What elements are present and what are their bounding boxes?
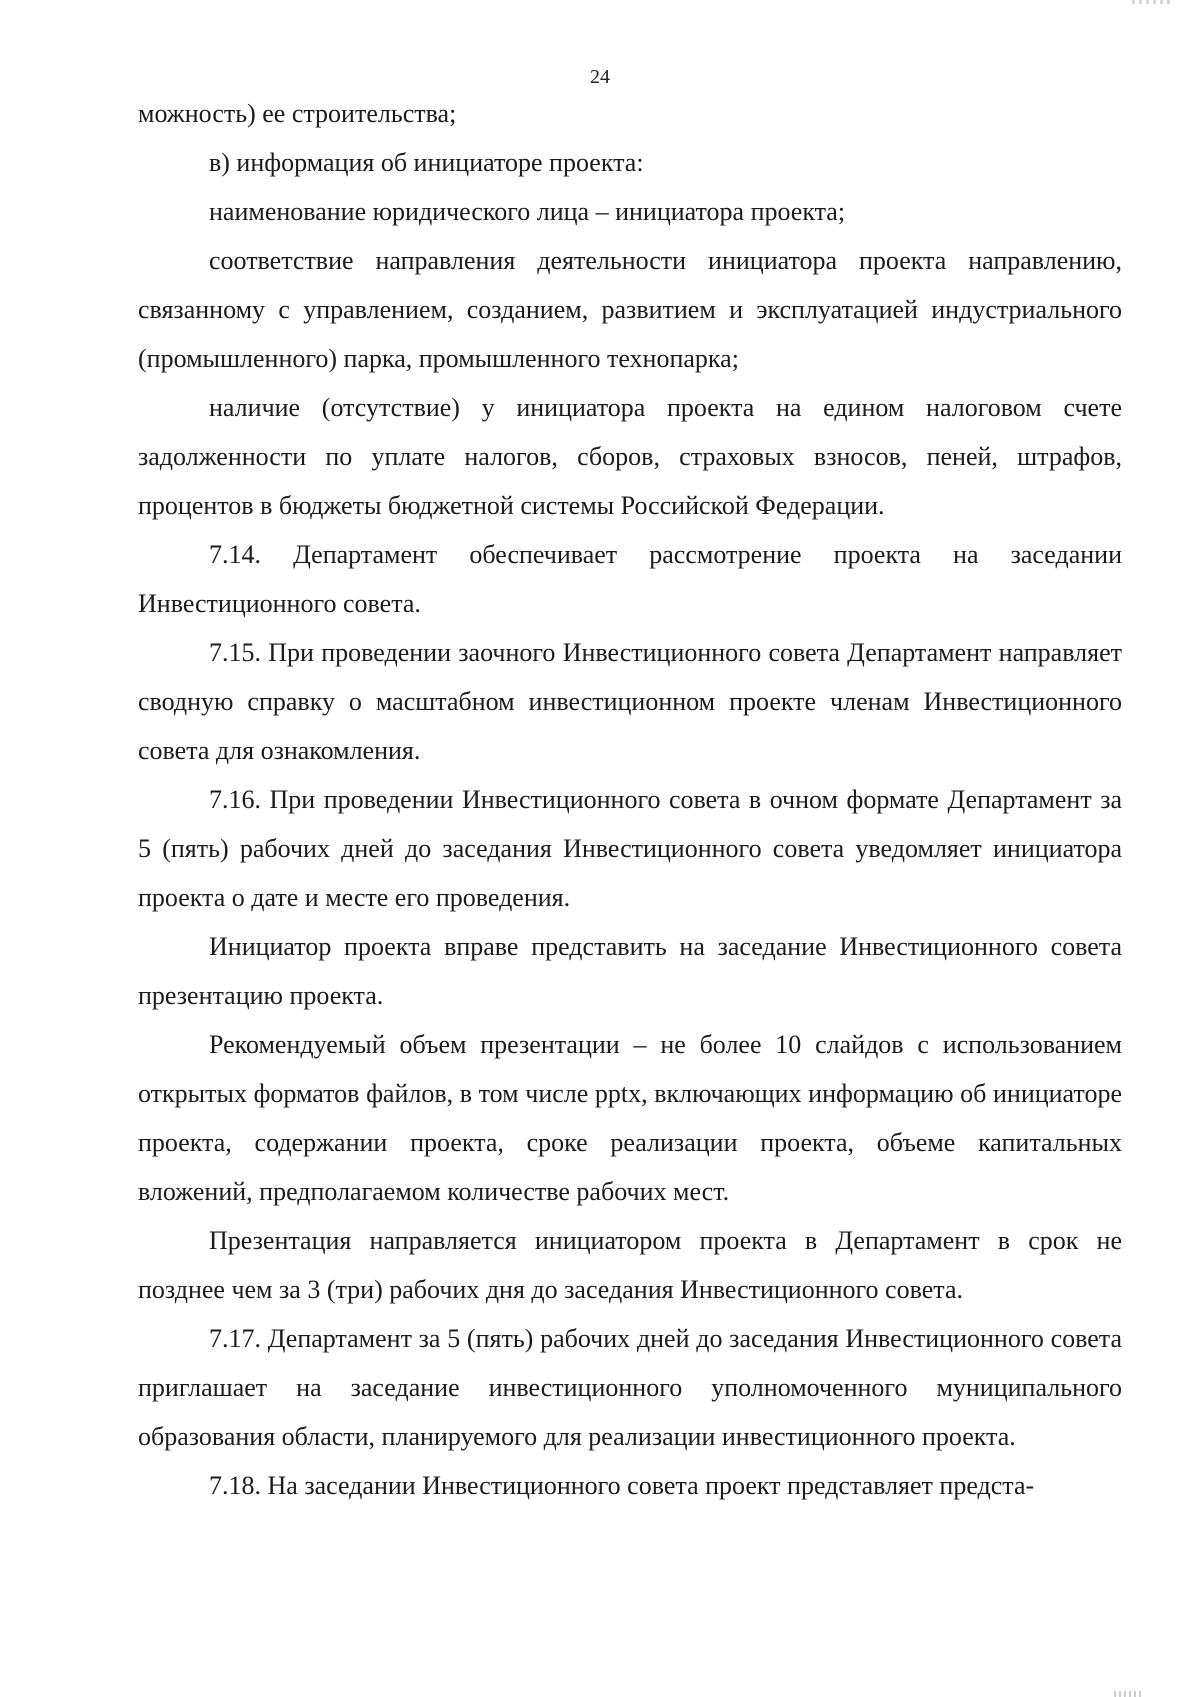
paragraph: соответствие направления деятельности инициатора проекта направлению, связанному с управлением, созданием, развитием и эксплуатацией индустриального (промышленного) парка, промышленного технопарка; [138,246,1122,373]
paragraph: в) информация об инициаторе проекта: [209,148,644,177]
paragraph: Рекомендуемый объем презентации – не более 10 слайдов с использованием открытых форматов файлов, в том числе pptx, включающих информацию об инициаторе проекта, содержании проекта, сроке реализации проекта, объеме капитальных вложений, предполагаемом количестве рабочих мест. [138,1030,1122,1206]
paragraph-7-17: 7.17. Департамент за 5 (пять) рабочих дней до заседания Инвестиционного совета приглашает на заседание инвестиционного уполномоченного муниципального образования области, планируемого для реализации инвестиционного проекта. [138,1324,1122,1451]
paragraph: наименование юридического лица – инициатора проекта; [209,197,846,226]
paragraph-7-16: 7.16. При проведении Инвестиционного совета в очном формате Департамент за 5 (пять) рабочих дней до заседания Инвестиционного совета уведомляет инициатора проекта о дате и месте его проведения. [138,785,1122,912]
scan-artifact-top [1132,0,1172,4]
paragraph-7-15: 7.15. При проведении заочного Инвестиционного совета Департамент направляет сводную справку о масштабном инвестиционном проекте членам Инвестиционного совета для ознакомления. [138,638,1122,765]
paragraph-7-18: 7.18. На заседании Инвестиционного совета проект представляет предста- [209,1471,1035,1500]
document-body [138,89,1122,1510]
paragraph: наличие (отсутствие) у инициатора проекта на едином налоговом счете задолженности по уплате налогов, сборов, страховых взносов, пеней, штрафов, процентов в бюджеты бюджетной системы Российской Федерации. [138,393,1122,520]
paragraph: можность) ее строительства; [138,99,457,128]
paragraph-7-14: 7.14. Департамент обеспечивает рассмотрение проекта на заседании Инвестиционного совета. [138,540,1122,618]
page-number: 24 [590,66,610,88]
scan-artifact-bottom [1114,1691,1144,1697]
paragraph: Инициатор проекта вправе представить на заседание Инвестиционного совета презентацию проекта. [138,932,1122,1010]
paragraph: Презентация направляется инициатором проекта в Департамент в срок не позднее чем за 3 (три) рабочих дня до заседания Инвестиционного совета. [138,1226,1122,1304]
